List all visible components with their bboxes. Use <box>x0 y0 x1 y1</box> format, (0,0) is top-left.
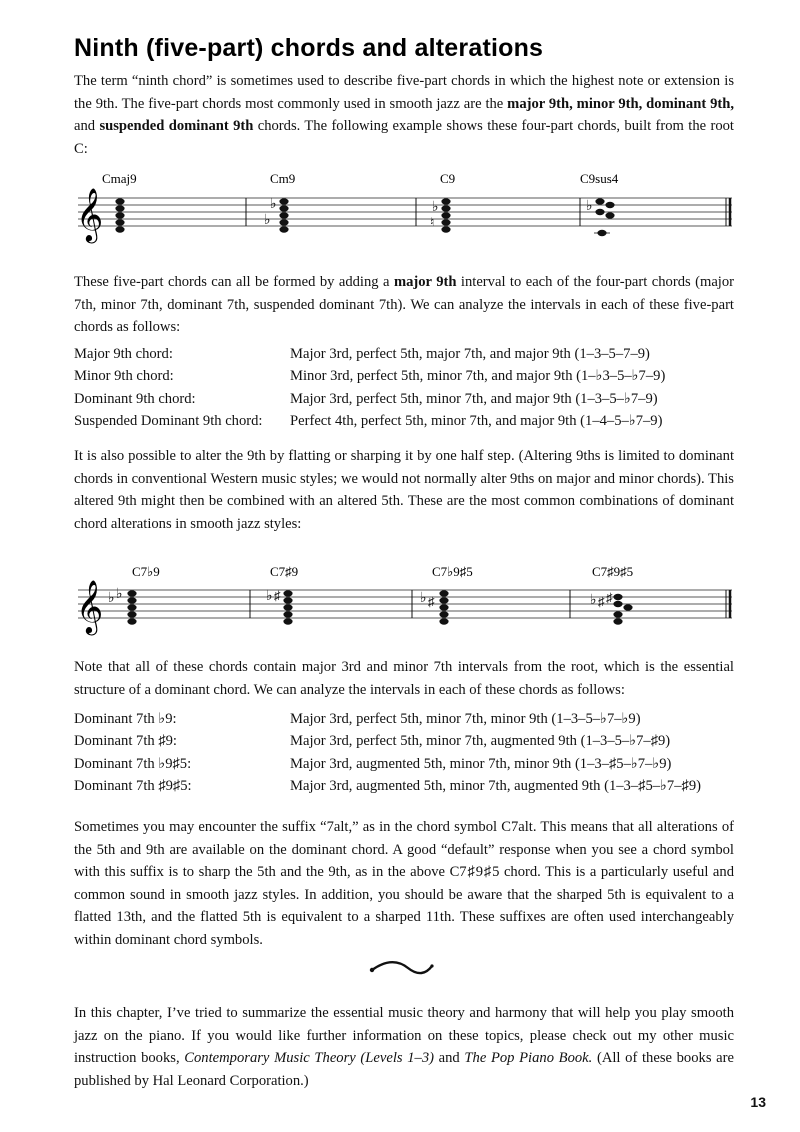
intro-text-2: and <box>74 118 100 135</box>
chord-symbol-c7s9: C7♯9 <box>270 564 299 579</box>
table-row <box>74 410 754 432</box>
intro-text-3: chords. The following example shows these four-part chords, built from the root C: <box>74 118 734 157</box>
chord-notes-c9sus4 <box>586 198 615 236</box>
row-label: Suspended Dominant 9th chord: <box>74 413 263 430</box>
row-description: Minor 3rd, perfect 5th, minor 7th, and major 9th (1–♭3–5–♭7–9) <box>290 368 666 385</box>
staff-lines <box>78 590 732 618</box>
svg-text:♯: ♯ <box>428 594 435 609</box>
page-title: Ninth (five-part) chords and alterations <box>74 34 544 62</box>
treble-clef-icon: 𝄞 <box>76 581 104 632</box>
svg-text:♭: ♭ <box>266 589 273 604</box>
closing-text-3: (All of these books are published by Hal Leonard Corporation.) <box>74 1050 734 1089</box>
table-row <box>74 343 754 365</box>
svg-text:♯: ♯ <box>606 590 613 605</box>
ornament-divider-icon <box>368 958 438 985</box>
para2-text-1: These five-part chords can all be formed by adding a <box>74 274 394 290</box>
svg-text:♭: ♭ <box>270 197 277 212</box>
row-label: Dominant 7th ♯9♯5: <box>74 778 192 795</box>
formation-paragraph <box>74 271 734 339</box>
svg-text:♭: ♭ <box>264 213 271 228</box>
row-label: Minor 9th chord: <box>74 368 174 385</box>
table-row <box>74 708 754 730</box>
chord-notes-cm9 <box>264 197 289 233</box>
music-staff-altered-chords <box>70 556 740 651</box>
alt-suffix-paragraph: Sometimes you may encounter the suffix “7alt,” as in the chord symbol C7alt. This means that all alterations of the 5th and 9th are available on the dominant chord. A good “default” response when you see a chord symbol with this suffix is to sharp the 5th and the 9th, as in the above C7♯9♯5 chord. This is a particularly useful and common sound in smooth jazz styles. In addition, you should be aware that the sharped 5th is equivalent to a flatted 13th, and the flatted 5th is equivalent to a sharped 11th. These suffixes are often used interchangeably within dominant chord symbols. <box>74 819 734 948</box>
closing-paragraph <box>74 1002 734 1092</box>
closing-text-1: In this chapter, I’ve tried to summarize the essential music theory and harmony that will help you play smooth jazz on the piano. If you would like further information on these topics, please check out my other music instruction books, <box>74 1005 734 1067</box>
chord-notes-cmaj9 <box>115 198 124 232</box>
row-label: Dominant 7th ♭9: <box>74 711 177 727</box>
para2-text-2: interval to each of the four-part chords (major 7th, minor 7th, dominant 7th, suspended dominant 7th). We can analyze the intervals in each of these five-part chords as follows: <box>74 274 735 336</box>
chord-symbol-c9sus4: C9sus4 <box>580 171 619 186</box>
row-label: Dominant 7th ♯9: <box>74 733 177 750</box>
row-description: Major 3rd, perfect 5th, major 7th, and major 9th (1–3–5–7–9) <box>290 346 650 362</box>
dominant-structure-paragraph: Note that all of these chords contain major 3rd and minor 7th intervals from the root, which is the essential structure of a dominant chord. We can analyze the intervals in each of these chords as follows: <box>74 659 734 698</box>
chord-symbol-cmaj9: Cmaj9 <box>102 171 137 186</box>
table-row <box>74 753 754 775</box>
book-title-music-theory: Contemporary Music Theory (Levels 1–3) <box>184 1050 434 1067</box>
chord-notes-c9 <box>430 198 451 232</box>
svg-text:♭: ♭ <box>116 587 123 602</box>
row-description: Major 3rd, augmented 5th, minor 7th, minor 9th (1–3–♯5–♭7–♭9) <box>290 755 672 772</box>
svg-text:♯: ♯ <box>274 588 281 603</box>
page-number: 13 <box>750 1094 766 1110</box>
chord-notes-c7b9 <box>108 587 137 625</box>
chord-symbol-c7b9: C7♭9 <box>132 564 160 579</box>
svg-text:♭: ♭ <box>432 200 439 215</box>
intro-bold-2: suspended dominant 9th <box>99 118 254 135</box>
closing-text-2: and <box>433 1050 465 1067</box>
row-label: Major 9th chord: <box>74 346 173 362</box>
row-description: Major 3rd, perfect 5th, minor 7th, minor 9th (1–3–5–♭7–♭9) <box>290 711 641 727</box>
ninth-intervals-table <box>74 343 754 433</box>
row-description: Major 3rd, perfect 5th, minor 7th, augmented 9th (1–3–5–♭7–♯9) <box>290 733 671 750</box>
chord-notes-c7b9s5 <box>420 590 449 624</box>
table-row <box>74 365 754 387</box>
chord-notes-c7s9 <box>266 588 293 625</box>
chord-notes-c7s9s5 <box>590 590 633 625</box>
row-description: Major 3rd, perfect 5th, minor 7th, and major 9th (1–3–5–♭7–9) <box>290 390 658 407</box>
chord-symbol-cm9: Cm9 <box>270 171 296 186</box>
chord-symbol-c7b9s5: C7♭9♯5 <box>432 564 473 579</box>
chord-symbol-c7s9s5: C7♯9♯5 <box>592 564 634 579</box>
table-row <box>74 388 754 410</box>
row-description: Major 3rd, augmented 5th, minor 7th, augmented 9th (1–3–♯5–♭7–♯9) <box>290 778 701 795</box>
table-row <box>74 730 754 752</box>
treble-clef-icon: 𝄞 <box>76 189 104 240</box>
chord-symbol-c9: C9 <box>440 171 456 186</box>
row-description: Perfect 4th, perfect 5th, minor 7th, and major 9th (1–4–5–♭7–9) <box>290 413 663 430</box>
intro-text-1: The term “ninth chord” is sometimes used to describe five-part chords in which the highest note or extension is the 9th. The five-part chords most commonly used in smooth jazz are the <box>74 73 734 112</box>
book-title-pop-piano: The Pop Piano Book. <box>464 1050 593 1067</box>
svg-text:♮: ♮ <box>430 215 435 229</box>
svg-text:♯: ♯ <box>598 594 605 609</box>
intro-paragraph <box>74 70 734 160</box>
svg-text:♭: ♭ <box>590 593 597 608</box>
svg-text:♭: ♭ <box>420 591 427 606</box>
music-staff-ninth-chords <box>70 168 740 253</box>
intro-bold-1: major 9th, minor 9th, dominant 9th, <box>507 95 734 112</box>
svg-text:♭: ♭ <box>108 591 115 606</box>
row-label: Dominant 7th ♭9♯5: <box>74 755 192 772</box>
svg-text:♭: ♭ <box>586 199 593 214</box>
row-label: Dominant 9th chord: <box>74 390 196 407</box>
alteration-paragraph: It is also possible to alter the 9th by flatting or sharping it by one half step. (Altering 9ths is limited to dominant chords in conventional Western music styles; we would not normally alter 9ths on major and minor chords). This altered 9th might then be combined with an altered 5th. These are the most common combinations of dominant chord alterations in smooth jazz styles: <box>74 448 734 532</box>
altered-intervals-table <box>74 708 754 798</box>
table-row <box>74 775 754 797</box>
para2-bold-1: major 9th <box>393 274 457 290</box>
staff-lines <box>78 198 732 226</box>
